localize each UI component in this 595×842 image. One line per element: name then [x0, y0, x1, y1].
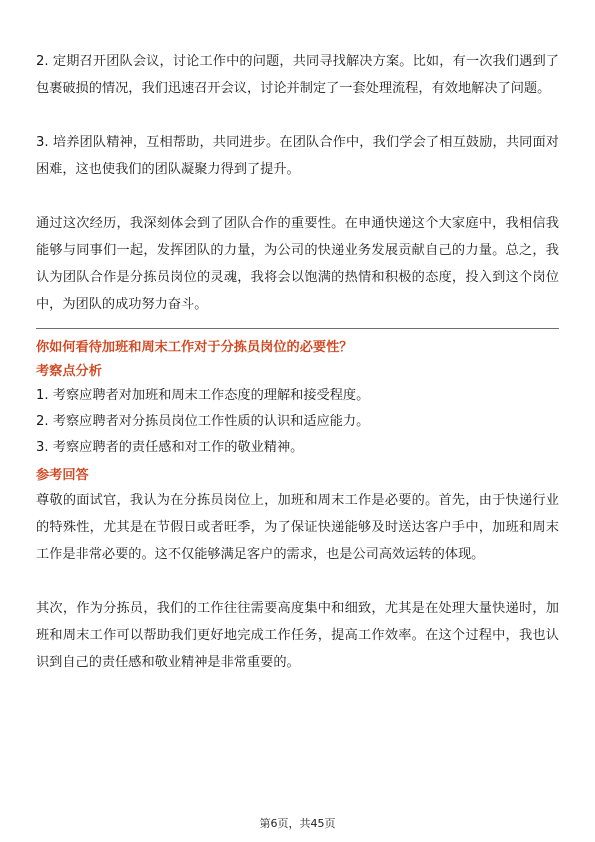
answer-paragraph-1: 尊敬的面试官，我认为在分拣员岗位上，加班和周末工作是必要的。首先，由于快递行业的特殊性，尤其是在节假日或者旺季，为了保证快递能够及时送达客户手中，加班和周末工作是非常必要的。这不仅能够满足客户的需求，也是公司高效运转的体现。 [36, 493, 559, 562]
analysis-point-1: 1. 考察应聘者对加班和周末工作态度的理解和接受程度。 [36, 388, 370, 403]
analysis-heading: 考察点分析 [36, 364, 102, 379]
method-paragraph-3: 3. 培养团队精神，互相帮助，共同进步。在团队合作中，我们学会了相互鼓励，共同面对困难，这也使我们的团队凝聚力得到了提升。 [36, 135, 559, 177]
paragraph-gap [36, 102, 559, 129]
paragraph-gap [36, 183, 559, 210]
paragraph-gap [36, 568, 559, 595]
method-paragraph-2: 2. 定期召开团队会议，讨论工作中的问题，共同寻找解决方案。比如，有一次我们遇到了包裹破损的情况，我们迅速召开会议，讨论并制定了一套处理流程，有效地解决了问题。 [36, 54, 559, 96]
section-divider [36, 328, 559, 329]
summary-paragraph: 通过这次经历，我深刻体会到了团队合作的重要性。在申通快递这个大家庭中，我相信我能够与同事们一起，发挥团队的力量，为公司的快递业务发展贡献自己的力量。总之，我认为团队合作是分拣员岗位的灵魂，我将会以饱满的热情和积极的态度，投入到这个岗位中，为团队的成功努力奋斗。 [36, 216, 559, 312]
answer-paragraph-2: 其次，作为分拣员，我们的工作往往需要高度集中和细致，尤其是在处理大量快递时，加班和周末工作可以帮助我们更好地完成工作任务，提高工作效率。在这个过程中，我也认识到自己的责任感和敬业精神是非常重要的。 [36, 601, 559, 670]
analysis-point-3: 3. 考察应聘者的责任感和对工作的敬业精神。 [36, 440, 304, 455]
page-number: 第6页，共45页 [259, 817, 336, 830]
answer-heading: 参考回答 [36, 468, 89, 483]
question-title: 你如何看待加班和周末工作对于分拣员岗位的必要性？ [36, 340, 353, 355]
page-content [36, 48, 559, 676]
analysis-point-2: 2. 考察应聘者对分拣员岗位工作性质的认识和适应能力。 [36, 414, 370, 429]
